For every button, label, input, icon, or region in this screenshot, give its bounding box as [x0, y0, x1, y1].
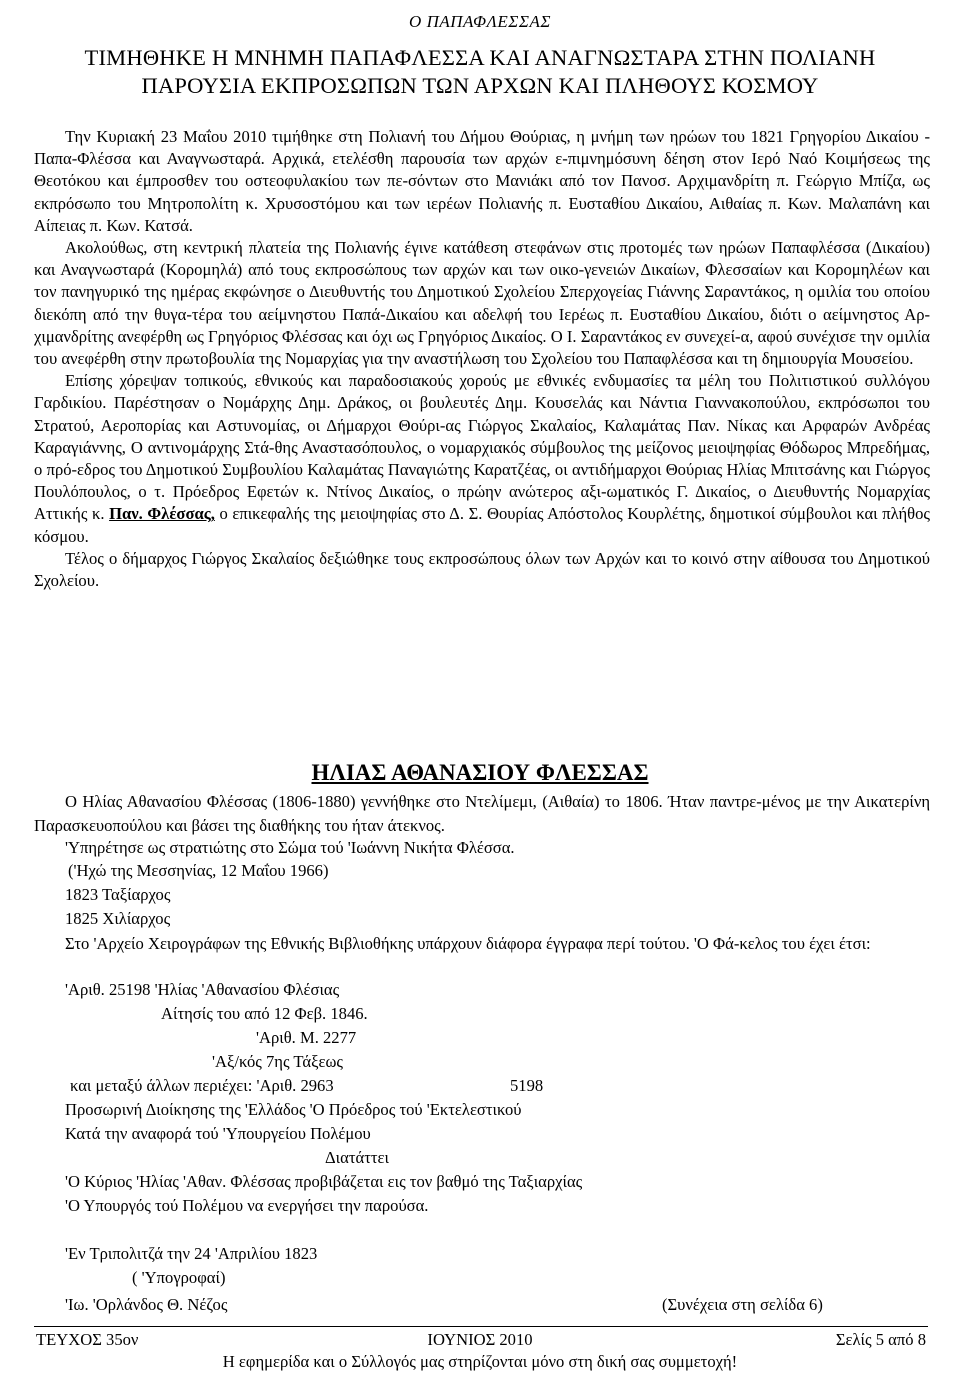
- paragraph-text: Επίσης χόρεψαν τοπικούς, εθνικούς και παραδοσιακούς χορούς με εθνικές ενδυμασίες τα μέλη του Πολιτιστικού συλλόγου Γαρδικίου. Παρέστησαν ο Νομάρχης Δημ. Δράκος, οι βουλευτές Δημ. Κουσελάς και Νάντια Γιαννακοπούλου, εκπρόσωποι του Στρατού, Αεροπορίας και Αστυνομίας, οι Δήμαρχοι Θούρι-ας Γιώργος Σκαλαίος, Καλαμάτας Παν. Νίκας και Αρφαρών Ανδρέας Καραγιάννης, Ο αντινομάρχης Στά-θης Αναστασόπουλος, ο νομαρχιακός σύμβουλος της μείζονος μειοψηφίας Θόδωρος Μπρεδήμας, ο πρό-εδρος του Δημοτικού Συμβουλίου Καλαμάτας Παναγιώτης Καρατζέας, οι αντιδήμαρχοι Θούριας Ηλίας Μπιτσάνης και Γιώργος Πουλόπουλος, ο τ. Πρόεδρος Εφετών κ. Ντίνος Δικαίος, ο πρώην ανώτερος αξι-ωματικός Γ. Δικαίος, ο Διευθυντής Νομαρχίας Αττικής κ.: [34, 371, 930, 524]
- article-headline: [40, 44, 920, 100]
- doc-line: Κατά την αναφορά τού 'Υπουργείου Πολέμου: [65, 1124, 371, 1143]
- doc-line: ( 'Υπογροφαί): [132, 1268, 226, 1287]
- bio-rank: 1823 Ταξίαρχος: [65, 885, 171, 904]
- headline-line-1: ΤΙΜΗΘΗΚΕ Η ΜΝΗΜΗ ΠΑΠΑΦΛΕΣΣΑ ΚΑΙ ΑΝΑΓΝΩΣΤΑΡΑ ΣΤΗΝ ΠΟΛΙΑΝΗ: [84, 45, 876, 70]
- bio-title: ΗΛΙΑΣ ΑΘΑΝΑΣΙΟΥ ΦΛΕΣΣΑΣ: [311, 760, 649, 785]
- section-kicker: Ο ΠΑΠΑΦΛΕΣΣΑΣ: [409, 12, 551, 31]
- article-paragraph: [34, 370, 930, 548]
- doc-line: 'Εν Τριπολιτζά την 24 'Απριλίου 1823: [65, 1244, 318, 1263]
- bio-paragraph: Στο 'Αρχείο Χειρογράφων της Εθνικής Βιβλιοθήκης υπάρχουν διάφορα έγγραφα περί τούτου. 'Ο Φά-κελος του έχει έτσι:: [65, 934, 871, 953]
- article-paragraph: Τέλος ο δήμαρχος Γιώργος Σκαλαίος δεξιώθηκε τους εκπροσώπους όλων των Αρχών και το κοινό στην αίθουσα του Δημοτικού Σχολείου.: [34, 548, 930, 591]
- footer-rule: [34, 1326, 928, 1327]
- article-paragraph: Ακολούθως, στη κεντρική πλατεία της Πολιανής έγινε κατάθεση στεφάνων στις προτομές των ηρώων Παπαφλέσσα (Δικαίου) και Αναγνωσταρά (Κορομηλά) από τους εκπροσώπους των αρχών και των οικο-γενειών Δικαίων, Φλεσσαίων και Κορομηλέων και τον πανηγυρικό της ημέρας εκφώνησε ο Διευθυντής του Δημοτικού Σχολείου Σπερχογείας Γιάννης Σαραντάκος, η ομιλία του οποίου διεκόπη από την θυγα-τέρα του αείμνηστου Παπά-Δικαίου και αδελφή του Ιερέως π. Ευσταθίου Δικαίου, διότι ο αείμνηστος Αρ-χιμανδρίτης ανεφέρθη ως Γρηγόριος Φλέσσας και όχι ως Γρηγόριος Δικαίος. Ο Ι. Σαραντάκος εν συνεχεί-α, αφού συνέχισε την ομιλία του ανεφέρθη στην πρωτοβουλία της Νομαρχίας για την αναστήλωση του Σχολείου του Παπαφλέσσα και τη δημιουργία Μουσείου.: [34, 238, 930, 369]
- article-body: [34, 126, 930, 592]
- bio-rank: 1825 Χιλίαρχος: [65, 909, 171, 928]
- bio-line: 'Υπηρέτησε ως στρατιώτης στο Σώμα τού 'Ιωάννη Νικήτα Φλέσσα.: [65, 838, 515, 857]
- paragraph-text: ο επικεφαλής της μειοψηφίας στο Δ. Σ. Θουρίας Απόστολος Κουρλέτης, δημοτικοί σύμβουλοι και πλήθος κόσμου.: [34, 504, 930, 546]
- bio-intro: [34, 790, 930, 838]
- doc-line: και μεταξύ άλλων περιέχει: 'Αριθ. 2963: [70, 1076, 334, 1095]
- doc-line: 'Αξ/κός 7ης Τάξεως: [212, 1052, 343, 1071]
- footer-motto: Η εφημερίδα και ο Σύλλογός μας στηρίζονται μόνο στη δική σας συμμετοχή!: [222, 1352, 738, 1371]
- doc-line: 'Ο Υπουργός τού Πολέμου να ενεργήσει την παρούσα.: [65, 1196, 429, 1215]
- bio-source: ('Ηχώ της Μεσσηνίας, 12 Μαΐου 1966): [68, 861, 329, 880]
- headline-line-2: ΠΑΡΟΥΣΙΑ ΕΚΠΡΟΣΩΠΩΝ ΤΩΝ ΑΡΧΩΝ ΚΑΙ ΠΛΗΘΟΥΣ ΚΟΣΜΟΥ: [141, 73, 819, 98]
- doc-line: 'Ο Κύριος 'Ηλίας 'Αθαν. Φλέσσας προβιβάζεται εις τον βαθμό της Ταξιαρχίας: [65, 1172, 583, 1191]
- doc-signatures: 'Ιω. 'Ορλάνδος Θ. Νέζος: [65, 1295, 228, 1314]
- doc-line: Προσωρινή Διοίκησης της 'Ελλάδος 'Ο Πρόεδρος τού 'Εκτελεστικού: [65, 1100, 522, 1119]
- footer-page-number: Σελίς 5 από 8: [835, 1330, 926, 1349]
- footer-issue: ΤΕΥΧΟΣ 35ον: [36, 1330, 139, 1349]
- doc-line: 'Αριθ. Μ. 2277: [256, 1028, 357, 1047]
- bio-archive: [34, 932, 930, 956]
- highlighted-name: Παν. Φλέσσας,: [109, 504, 215, 524]
- bio-paragraph: Ο Ηλίας Αθανασίου Φλέσσας (1806-1880) γεννήθηκε στο Ντελίμεμι, (Αιθαία) το 1806. Ήταν παντρε-μένος με την Αικατερίνη Παρασκευοπούλου και βάσει της διαθήκης του ήταν άτεκνος.: [34, 792, 930, 836]
- continued-note: (Συνέχεια στη σελίδα 6): [662, 1295, 823, 1314]
- article-paragraph: Την Κυριακή 23 Μαΐου 2010 τιμήθηκε στη Πολιανή του Δήμου Θούριας, η μνήμη των ηρώων του 1821 Γρηγορίου Δικαίου - Παπα-Φλέσσα και Αναγνωσταρά. Αρχικά, ετελέσθη παρουσία των αρχών ε-πιμνημόσυνη δέηση στον Ιερό Ναό Κοιμήσεως της Θεοτόκου και έμπροσθεν του οστεοφυλακίου των πε-σόντων στο Μανιάκι από τον Πανοσ. Αρχιμανδρίτη π. Γεώργιο Μπίζα, ως εκπρόσωπο του Μητροπολίτη κ. Χρυσοστόμου και των ιερέων Πολιανής π. Ευσταθίου Δικαίου, Αιθαίας π. Κων. Μαλαπάνη και Αίπειας π. Κων. Κατσά.: [34, 127, 930, 235]
- doc-line: Αίτησίς του από 12 Φεβ. 1846.: [161, 1004, 368, 1023]
- doc-number: 5198: [510, 1076, 544, 1095]
- footer-date: ΙΟΥΝΙΟΣ 2010: [427, 1330, 533, 1349]
- doc-line: Διατάττει: [325, 1148, 389, 1167]
- doc-line: 'Αριθ. 25198 'Ηλίας 'Αθανασίου Φλέσιας: [65, 980, 340, 999]
